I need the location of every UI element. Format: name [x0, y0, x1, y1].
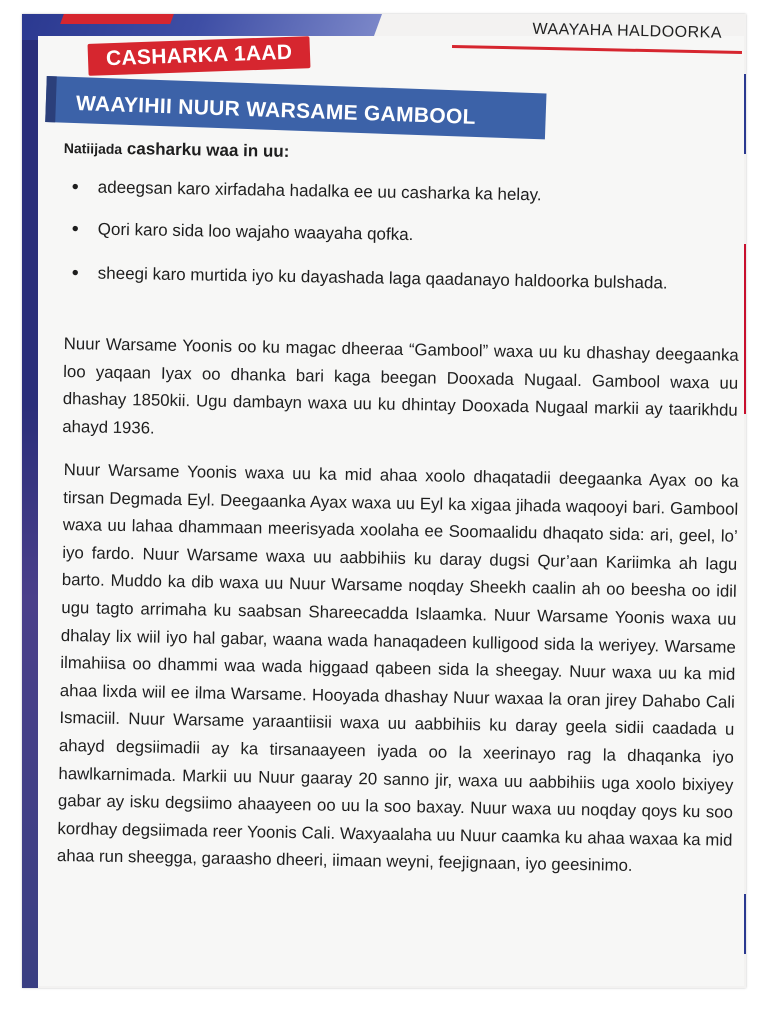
top-red-accent: [60, 14, 174, 24]
book-page: [22, 14, 746, 988]
objective-item: • sheegi karo murtida iyo ku dayashada laga qaadanayo haldoorka bulshada.: [64, 260, 739, 298]
objectives-heading-rest: casharku waa in uu:: [122, 139, 290, 161]
objectives-heading-prefix: Natiijada: [63, 139, 123, 158]
body-paragraph: Nuur Warsame Yoonis waxa uu ka mid ahaa xoolo dhaqatadii deegaanka Ayax oo ka tirsan Degmada Eyl. Deegaanka Ayax waxa uu Eyl ka xigaa jihada waqooyi bari. Gambool waxa uu lahaa dhammaan meerisyada xoolaha ee Soomaalidu dhaqato sida: ari, geel, lo’ iyo fardo. Nuur Warsame waxa uu aabbihiis ku daray dugsi Qur’aan Kariimka ah lagu barto. Muddo ka dib waxa uu Nuur Warsame noqday Sheekh caalin ah oo beesha oo idil ugu tagto arrimaha ku saabsan Shareecadda Islaamka. Nuur Warsame Yoonis waxa uu dhalay lix wiil iyo hal gabar, waana wada hanaqadeen kulligood sida la weriyey. Warsame ilmahiisa oo dhammi waa wada higgaad qabeen sida la sheegay. Nuur waxa uu ka mid ahaa lixda wiil ee ilma Warsame. Hooyada dhashay Nuur waxaa la oran jirey Dahabo Cali Ismaciil. Nuur Warsame yaraantiisii waxa uu aabbihiis ku daray geela sidii caadada u ahayd degsiimadii ay ka tirsanaayeen iyada oo la xeerinayo rag la dhaqanka iyo hawlkarnimada. Markii uu Nuur gaaray 20 sanno jir, waxa uu aabbihiis uga xoolo bixiyey gabar ay isku degsiimo ahaayeen oo uu la soo baxay. Nuur waxa uu noqday qoys ku soo kordhay degsiimada reer Yoonis Cali. Waxyaalaha uu Nuur caamka ku ahaa waxaa ka mid ahaa run sheegga, garaasho dheeri, iimaan weyni, feejignaan, iyo geesinimo.: [56, 459, 739, 876]
lesson-title: WAAYIHII NUUR WARSAME GAMBOOL: [75, 92, 477, 129]
objective-item: • Qori karo sida loo wajaho waayaha qofka.: [64, 216, 739, 254]
body-paragraph: Nuur Warsame Yoonis oo ku magac dheeraa “Gambool” waxa uu ku dhashay deegaanka loo yaqaan Iyax oo dhanka bari kaga beegan Dooxada Nugaal. Gambool waxa uu dhashay 1850kii. Ugu dambayn waxa uu ku dhintay Dooxada Nugaal markii ay taarikhdu ahayd 1936.: [62, 333, 739, 438]
left-decorative-stripe: [22, 14, 38, 988]
lesson-badge: CASHARKA 1AAD: [88, 36, 311, 76]
objective-item: • adeegsan karo xirfadaha hadalka ee uu casharka ka helay.: [64, 174, 739, 212]
running-header: WAAYAHA HALDOORKA: [532, 20, 723, 42]
